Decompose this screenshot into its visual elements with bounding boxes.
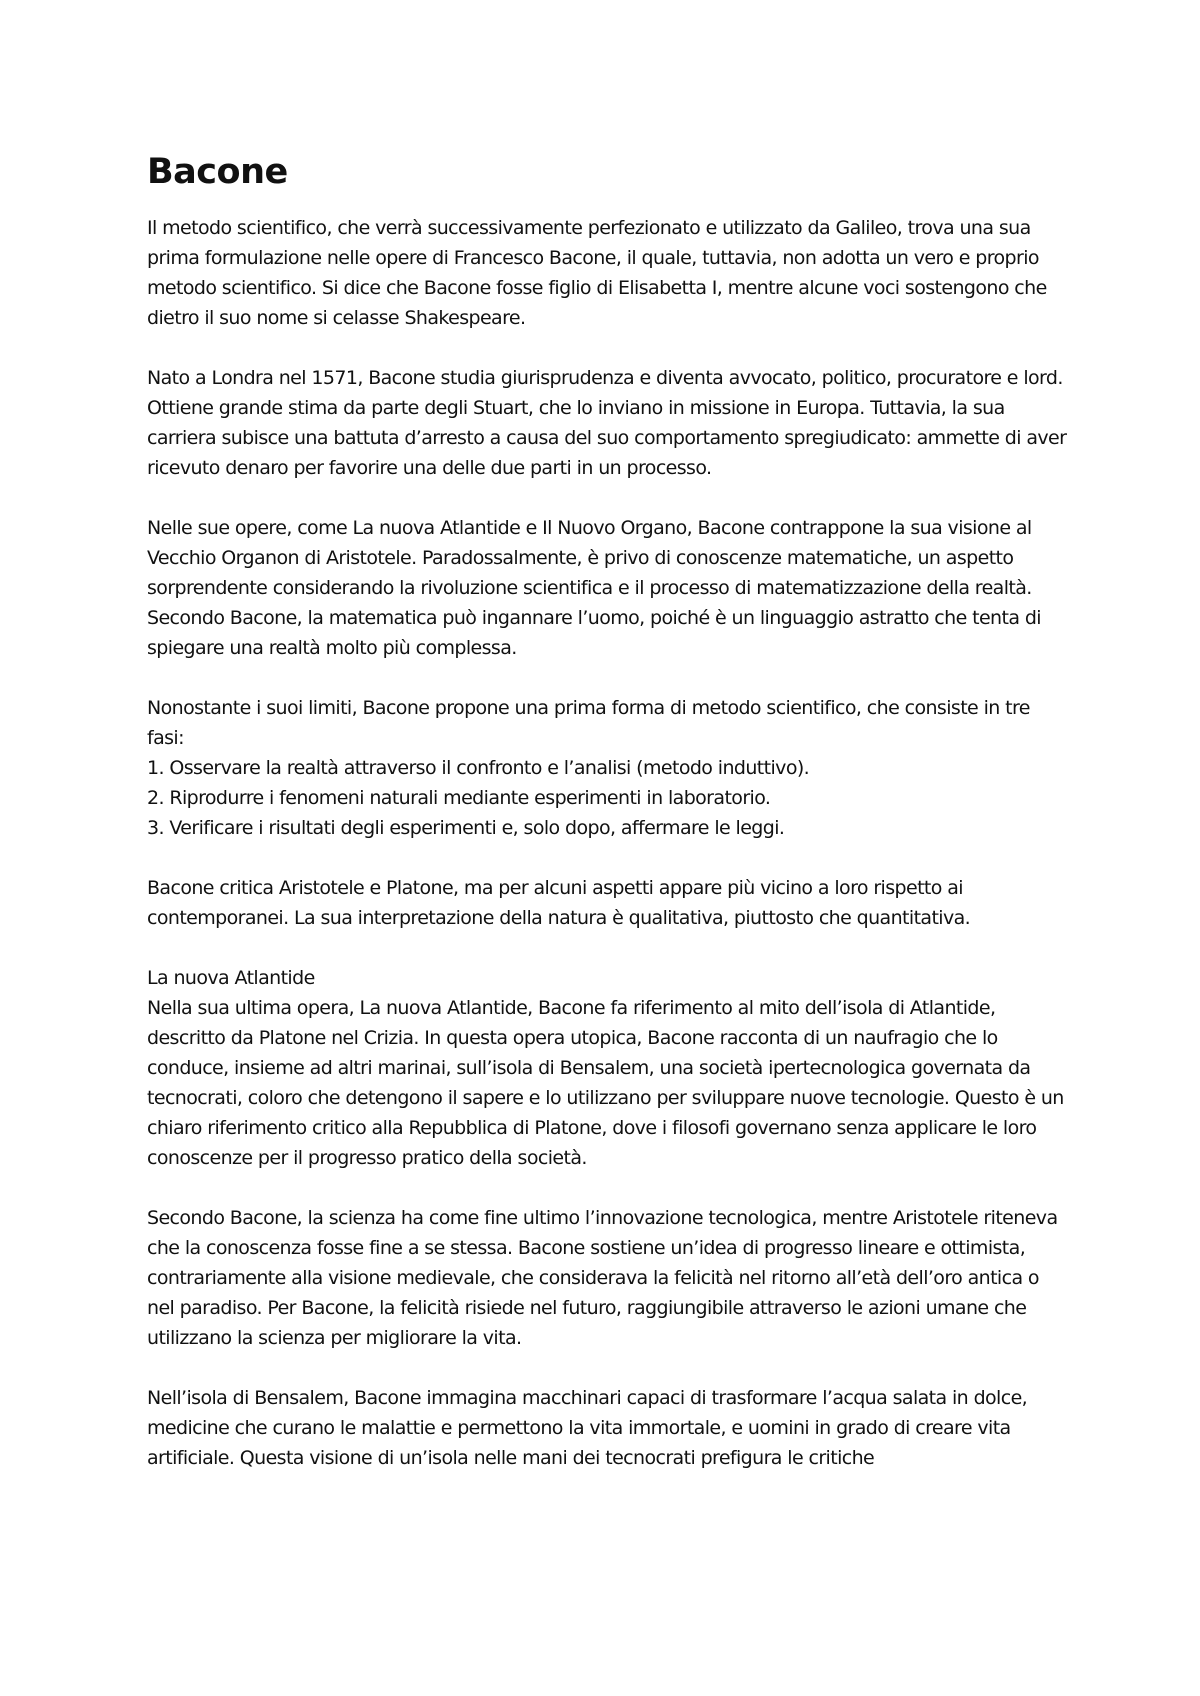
section-heading: La nuova Atlantide: [147, 967, 315, 989]
paragraph-critique: Bacone critica Aristotele e Platone, ma per alcuni aspetti appare più vicino a loro rispetto ai contemporanei. La sua interpretazione della natura è qualitativa, piuttosto che quantitativa.: [147, 877, 971, 929]
paragraph-method-intro: Nonostante i suoi limiti, Bacone propone una prima forma di metodo scientifico, che consiste in tre fasi:: [147, 697, 1030, 749]
paragraph-introduction: Il metodo scientifico, che verrà successivamente perfezionato e utilizzato da Galileo, trova una sua prima formulazione nelle opere di Francesco Bacone, il quale, tuttavia, non adotta un vero e proprio metodo scientifico. Si dice che Bacone fosse figlio di Elisabetta I, mentre alcune voci sostengono che dietro il suo nome si celasse Shakespeare.: [147, 217, 1047, 329]
method-step-3: 3. Verificare i risultati degli esperimenti e, solo dopo, affermare le leggi.: [147, 817, 785, 839]
document-page: [147, 150, 1067, 1503]
paragraph-works: Nelle sue opere, come La nuova Atlantide e Il Nuovo Organo, Bacone contrappone la sua visione al Vecchio Organon di Aristotele. Paradossalmente, è privo di conoscenze matematiche, un aspetto sorprendente considerando la rivoluzione scientifica e il processo di matematizzazione della realtà. Secondo Bacone, la matematica può ingannare l’uomo, poiché è un linguaggio astratto che tenta di spiegare una realtà molto più complessa.: [147, 517, 1041, 659]
paragraph-biography: Nato a Londra nel 1571, Bacone studia giurisprudenza e diventa avvocato, politico, procuratore e lord. Ottiene grande stima da parte degli Stuart, che lo inviano in missione in Europa. Tuttavia, la sua carriera subisce una battuta d’arresto a causa del suo comportamento spregiudicato: ammette di aver ricevuto denaro per favorire una delle due parti in un processo.: [147, 367, 1067, 479]
method-step-2: 2. Riprodurre i fenomeni naturali mediante esperimenti in laboratorio.: [147, 787, 771, 809]
method-steps-list: [147, 753, 1067, 843]
method-step-1: 1. Osservare la realtà attraverso il confronto e l’analisi (metodo induttivo).: [147, 757, 810, 779]
section-nuova-atlantide: [147, 963, 1067, 1173]
paragraph-progress: Secondo Bacone, la scienza ha come fine ultimo l’innovazione tecnologica, mentre Aristotele riteneva che la conoscenza fosse fine a se stessa. Bacone sostiene un’idea di progresso lineare e ottimista, contrariamente alla visione medievale, che considerava la felicità nel ritorno all’età dell’oro antica o nel paradiso. Per Bacone, la felicità risiede nel futuro, raggiungibile attraverso le azioni umane che utilizzano la scienza per migliorare la vita.: [147, 1207, 1058, 1349]
paragraph-bensalem: Nell’isola di Bensalem, Bacone immagina macchinari capaci di trasformare l’acqua salata in dolce, medicine che curano le malattie e permettono la vita immortale, e uomini in grado di creare vita artificiale. Questa visione di un’isola nelle mani dei tecnocrati prefigura le critiche: [147, 1387, 1028, 1469]
document-title: Bacone: [147, 152, 288, 192]
paragraph-atlantide: Nella sua ultima opera, La nuova Atlantide, Bacone fa riferimento al mito dell’isola di Atlantide, descritto da Platone nel Crizia. In questa opera utopica, Bacone racconta di un naufragio che lo conduce, insieme ad altri marinai, sull’isola di Bensalem, una società ipertecnologica governata da tecnocrati, coloro che detengono il sapere e lo utilizzano per sviluppare nuove tecnologie. Questo è un chiaro riferimento critico alla Repubblica di Platone, dove i filosofi governano senza applicare le loro conoscenze per il progresso pratico della società.: [147, 997, 1064, 1169]
